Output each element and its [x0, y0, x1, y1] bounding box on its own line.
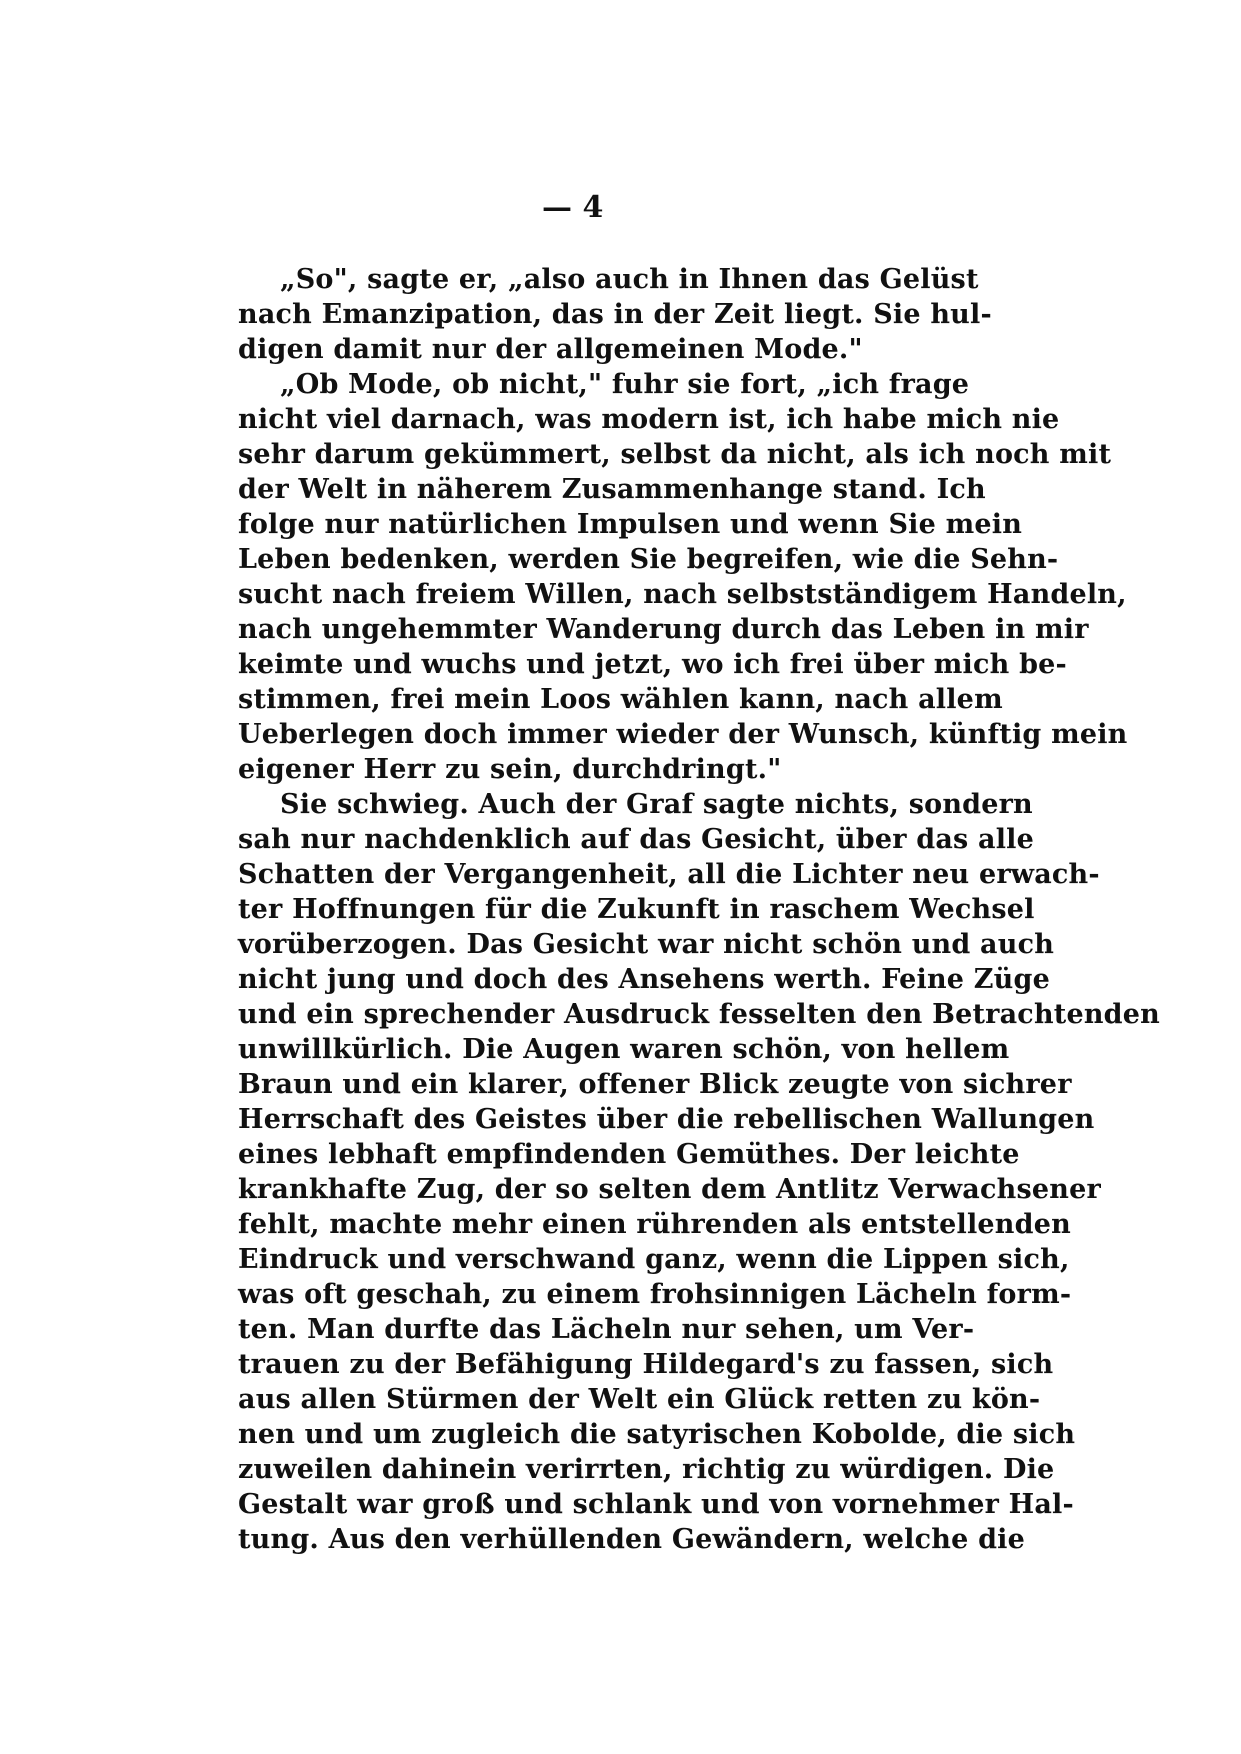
text-line: ten. Man durfte das Lächeln nur sehen, um Ver-	[238, 1314, 975, 1345]
text-line: „Ob Mode, ob nicht," fuhr sie fort, „ich frage	[280, 369, 970, 400]
text-line: nach Emanzipation, das in der Zeit liegt. Sie hul-	[238, 299, 992, 330]
text-line: tung. Aus den verhüllenden Gewändern, welche die	[238, 1524, 1025, 1555]
text-line: was oft geschah, zu einem frohsinnigen Lächeln form-	[238, 1279, 1072, 1310]
text-line: keimte und wuchs und jetzt, wo ich frei über mich be-	[238, 649, 1067, 680]
text-line: sucht nach freiem Willen, nach selbstständigem Handeln,	[238, 579, 1127, 610]
text-line: trauen zu der Befähigung Hildegard's zu fassen, sich	[238, 1349, 1054, 1380]
text-line: digen damit nur der allgemeinen Mode."	[238, 334, 863, 365]
text-line: folge nur natürlichen Impulsen und wenn Sie mein	[238, 509, 1023, 540]
text-line: eines lebhaft empfindenden Gemüthes. Der leichte	[238, 1139, 1020, 1170]
text-line: sah nur nachdenklich auf das Gesicht, über das alle	[238, 824, 1035, 855]
text-line: nicht jung und doch des Ansehens werth. Feine Züge	[238, 964, 1050, 995]
text-line: Schatten der Vergangenheit, all die Lichter neu erwach-	[238, 859, 1100, 890]
text-line: Sie schwieg. Auch der Graf sagte nichts, sondern	[280, 789, 1033, 820]
text-line: eigener Herr zu sein, durchdringt."	[238, 754, 782, 785]
text-line: unwillkürlich. Die Augen waren schön, von hellem	[238, 1034, 1010, 1065]
text-line: nach ungehemmter Wanderung durch das Leben in mir	[238, 614, 1089, 645]
text-line: Eindruck und verschwand ganz, wenn die Lippen sich,	[238, 1244, 1070, 1275]
text-line: der Welt in näherem Zusammenhange stand. Ich	[238, 474, 986, 505]
text-line: fehlt, machte mehr einen rührenden als entstellenden	[238, 1209, 1071, 1240]
text-line: ter Hoffnungen für die Zukunft in raschem Wechsel	[238, 894, 1035, 925]
text-line: nen und um zugleich die satyrischen Kobolde, die sich	[238, 1419, 1076, 1450]
text-line: zuweilen dahinein verirrten, richtig zu würdigen. Die	[238, 1454, 1055, 1485]
text-line: Gestalt war groß und schlank und von vornehmer Hal-	[238, 1489, 1074, 1520]
text-line: krankhafte Zug, der so selten dem Antlitz Verwachsener	[238, 1174, 1101, 1205]
text-line: stimmen, frei mein Loos wählen kann, nach allem	[238, 684, 1003, 715]
text-line: und ein sprechender Ausdruck fesselten den Betrachtenden	[238, 999, 1160, 1030]
text-line: nicht viel darnach, was modern ist, ich habe mich nie	[238, 404, 1060, 435]
page-number: — 4	[542, 190, 604, 225]
text-line: Braun und ein klarer, offener Blick zeugte von sichrer	[238, 1069, 1072, 1100]
text-line: Leben bedenken, werden Sie begreifen, wie die Sehn-	[238, 544, 1059, 575]
text-line: „So", sagte er, „also auch in Ihnen das Gelüst	[280, 264, 979, 295]
text-line: vorüberzogen. Das Gesicht war nicht schön und auch	[238, 929, 1055, 960]
text-line: aus allen Stürmen der Welt ein Glück retten zu kön-	[238, 1384, 1041, 1415]
text-line: Herrschaft des Geistes über die rebellischen Wallungen	[238, 1104, 1095, 1135]
text-line: sehr darum gekümmert, selbst da nicht, als ich noch mit	[238, 439, 1112, 470]
text-line: Ueberlegen doch immer wieder der Wunsch, künftig mein	[238, 719, 1128, 750]
body-text	[238, 262, 1160, 1557]
